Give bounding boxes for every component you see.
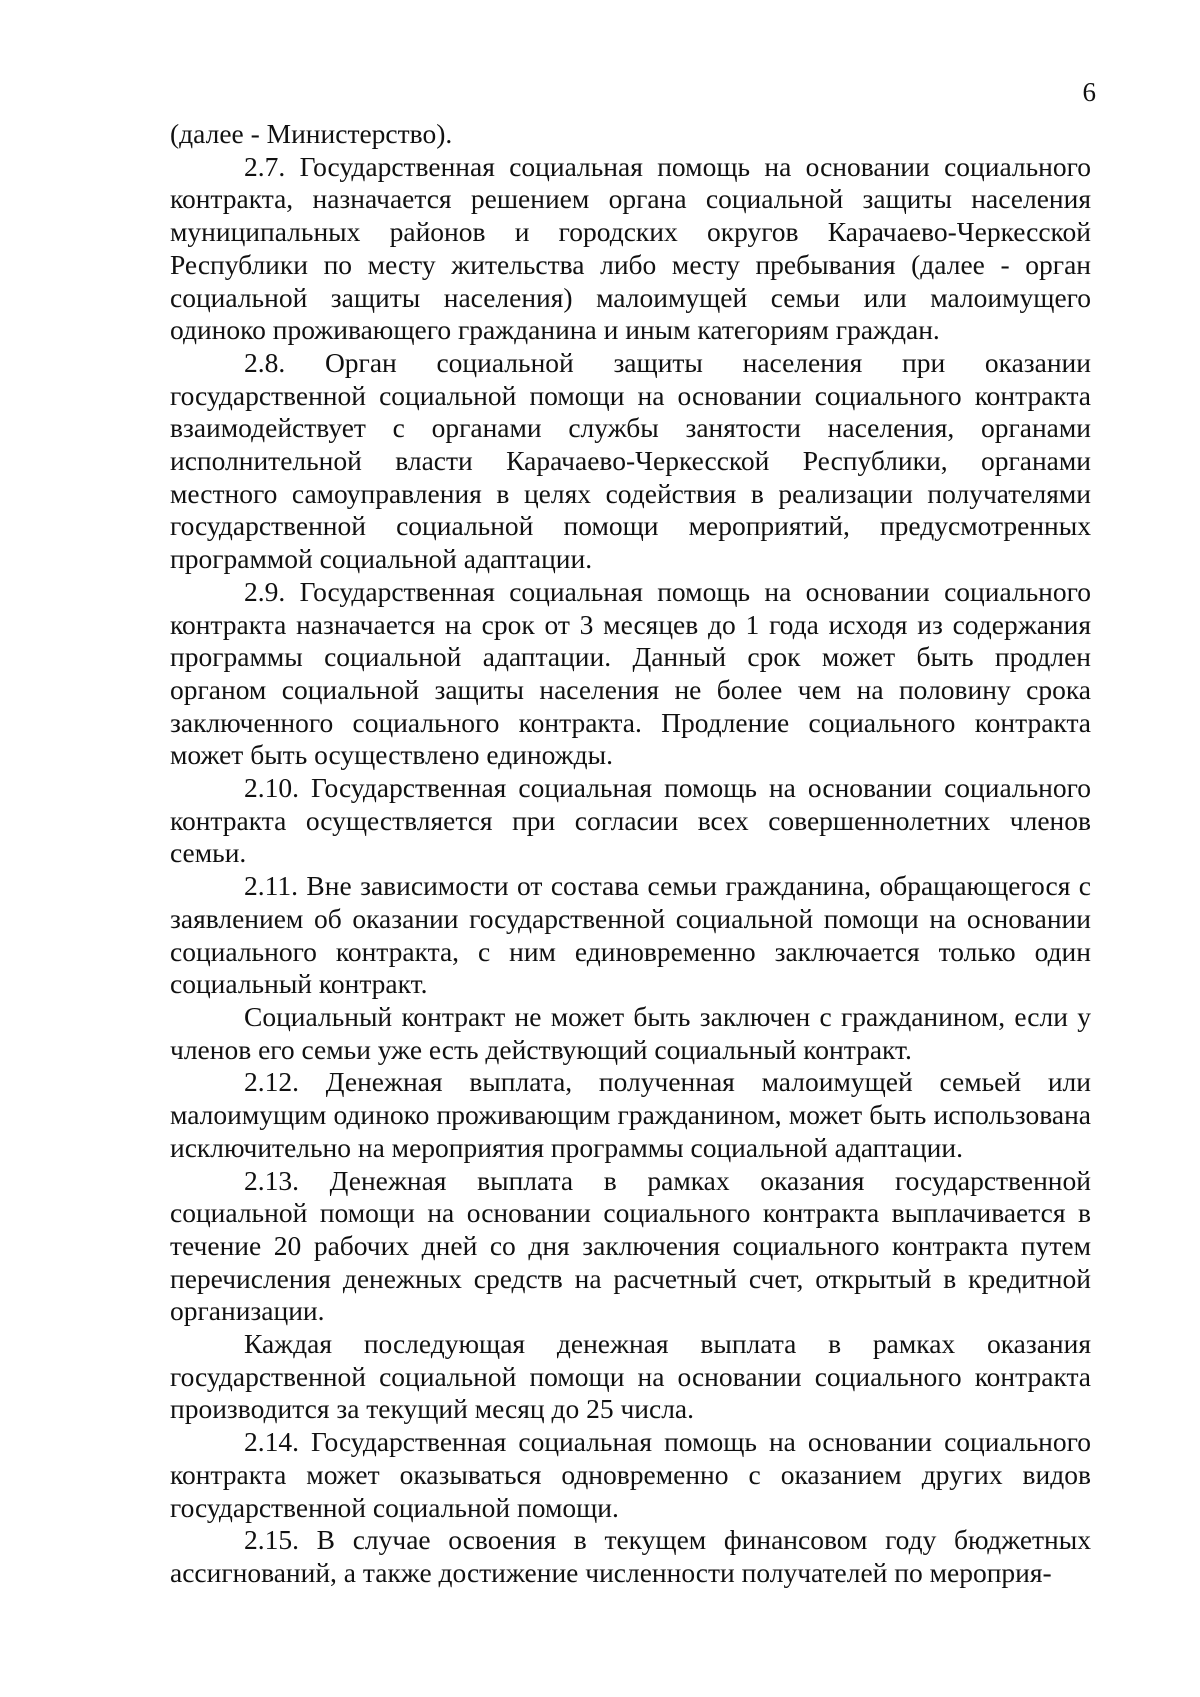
- paragraph-2-13: 2.13. Денежная выплата в рамках оказания государственной социальной помощи на основании социального контракта выплачивается в течение 20 рабочих дней со дня заключения социального контракта путем перечисления денежных средств на расчетный счет, открытый в кредитной организации.: [170, 1164, 1091, 1327]
- paragraph-2-11: 2.11. Вне зависимости от состава семьи гражданина, обращающегося с заявлением об оказании государственной социальной помощи на основании социального контракта, с ним единовременно заключается только один социальный контракт.: [170, 870, 1091, 1000]
- paragraph-2-13-addendum: Каждая последующая денежная выплата в рамках оказания государственной социальной помощи на основании социального контракта производится за текущий месяц до 25 числа.: [170, 1328, 1091, 1425]
- paragraph-2-14: 2.14. Государственная социальная помощь на основании социального контракта может оказываться одновременно с оказанием других видов государственной социальной помощи.: [170, 1426, 1091, 1523]
- paragraph-2-12: 2.12. Денежная выплата, полученная малоимущей семьей или малоимущим одиноко проживающим гражданином, может быть использована исключительно на мероприятия программы социальной адаптации.: [170, 1066, 1091, 1163]
- paragraph-2-8: 2.8. Орган социальной защиты населения при оказании государственной социальной помощи на основании социального контракта взаимодействует с органами службы занятости населения, органами исполнительной власти Карачаево-Черкесской Республики, органами местного самоуправления в целях содействия в реализации получателями государственной социальной помощи мероприятий, предусмотренных программой социальной адаптации.: [170, 346, 1091, 575]
- page-number: 6: [1082, 77, 1096, 107]
- document-body: [170, 118, 1091, 1590]
- paragraph-2-11-addendum: Социальный контракт не может быть заключен с гражданином, если у членов его семьи уже есть действующий социальный контракт.: [170, 1000, 1091, 1065]
- paragraph-2-9: 2.9. Государственная социальная помощь на основании социального контракта назначается на срок от 3 месяцев до 1 года исходя из содержания программы социальной адаптации. Данный срок может быть продлен органом социальной защиты населения не более чем на половину срока заключенного социального контракта. Продление социального контракта может быть осуществлено единожды.: [170, 575, 1091, 771]
- paragraph-continuation: (далее - Министерство).: [170, 118, 453, 149]
- paragraph-2-10: 2.10. Государственная социальная помощь на основании социального контракта осуществляется при согласии всех совершеннолетних членов семьи.: [170, 772, 1091, 869]
- paragraph-2-7: 2.7. Государственная социальная помощь на основании социального контракта, назначается решением органа социальной защиты населения муниципальных районов и городских округов Карачаево-Черкесской Республики по месту жительства либо месту пребывания (далее - орган социальной защиты населения) малоимущей семьи или малоимущего одиноко проживающего гражданина и иным категориям граждан.: [170, 150, 1091, 346]
- paragraph-2-15: 2.15. В случае освоения в текущем финансовом году бюджетных ассигнований, а также достижение численности получателей по мероприя-: [170, 1524, 1091, 1588]
